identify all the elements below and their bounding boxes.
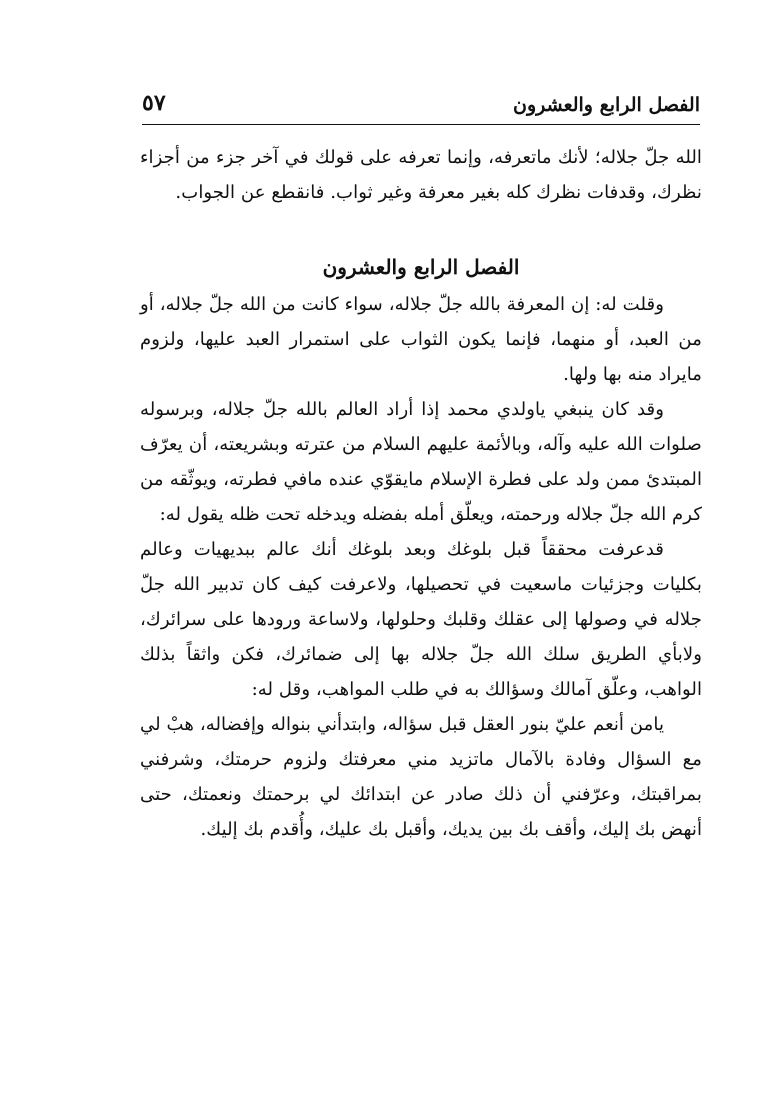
paragraph: قدعرفت محققاً قبل بلوغك وبعد بلوغك أنك عالم ببديهيات وعالم بكليات وجزئيات ماسعيت في تحصيلها، ولاعرفت كيف كان تدبير الله جلّ جلاله في وصولها إلى عقلك وقلبك وحلولها، ولاساعة ورودها على سرائرك، ولابأي الطريق سلك الله جلّ جلاله بها إلى ضمائرك، فكن واثقاً بذلك الواهب، وعلّق آمالك وسؤالك به في طلب المواهب، وقل له: xyxy=(140,539,702,700)
page-header xyxy=(142,88,700,125)
running-head: الفصل الرابع والعشرون xyxy=(513,94,700,116)
page-body xyxy=(140,140,702,847)
chapter-title: الفصل الرابع والعشرون xyxy=(322,255,520,279)
continuation-paragraph: الله جلّ جلاله؛ لأنك ماتعرفه، وإنما تعرفه على قولك في آخر جزء من أجزاء نظرك، وقدفات نظرك كله بغير معرفة وغير ثواب. فانقطع عن الجواب. xyxy=(140,147,702,203)
paragraph: وقد كان ينبغي ياولدي محمد إذا أراد العالم بالله جلّ جلاله، وبرسوله صلوات الله عليه وآله، وبالأئمة عليهم السلام من عترته وبشريعته، أن يعرّف المبتدئ ممن ولد على فطرة الإسلام مايقوّي عنده مافي فطرته، ويوثّقه من كرم الله جلّ جلاله ورحمته، ويعلّق أمله بفضله ويدخله تحت ظله يقول له: xyxy=(140,399,702,525)
paragraph: وقلت له: إن المعرفة بالله جلّ جلاله، سواء كانت من الله جلّ جلاله، أو من العبد، أو منهما، فإنما يكون الثواب على استمرار العبد عليها، ولزوم مايراد منه بها ولها. xyxy=(140,294,702,385)
page-number: ٥٧ xyxy=(142,90,166,116)
paragraph: يامن أنعم عليّ بنور العقل قبل سؤاله، وابتدأني بنواله وإفضاله، هبْ لي مع السؤال وفادة بالآمال ماتزيد مني معرفتك ولزوم حرمتك، وشرفني بمراقبتك، وعرّفني أن ذلك صادر عن ابتدائك لي برحمتك ونعمتك، حتى أنهض بك إليك، وأقف بك بين يديك، وأقبل بك عليك، وأُقدم بك إليك. xyxy=(140,714,702,840)
